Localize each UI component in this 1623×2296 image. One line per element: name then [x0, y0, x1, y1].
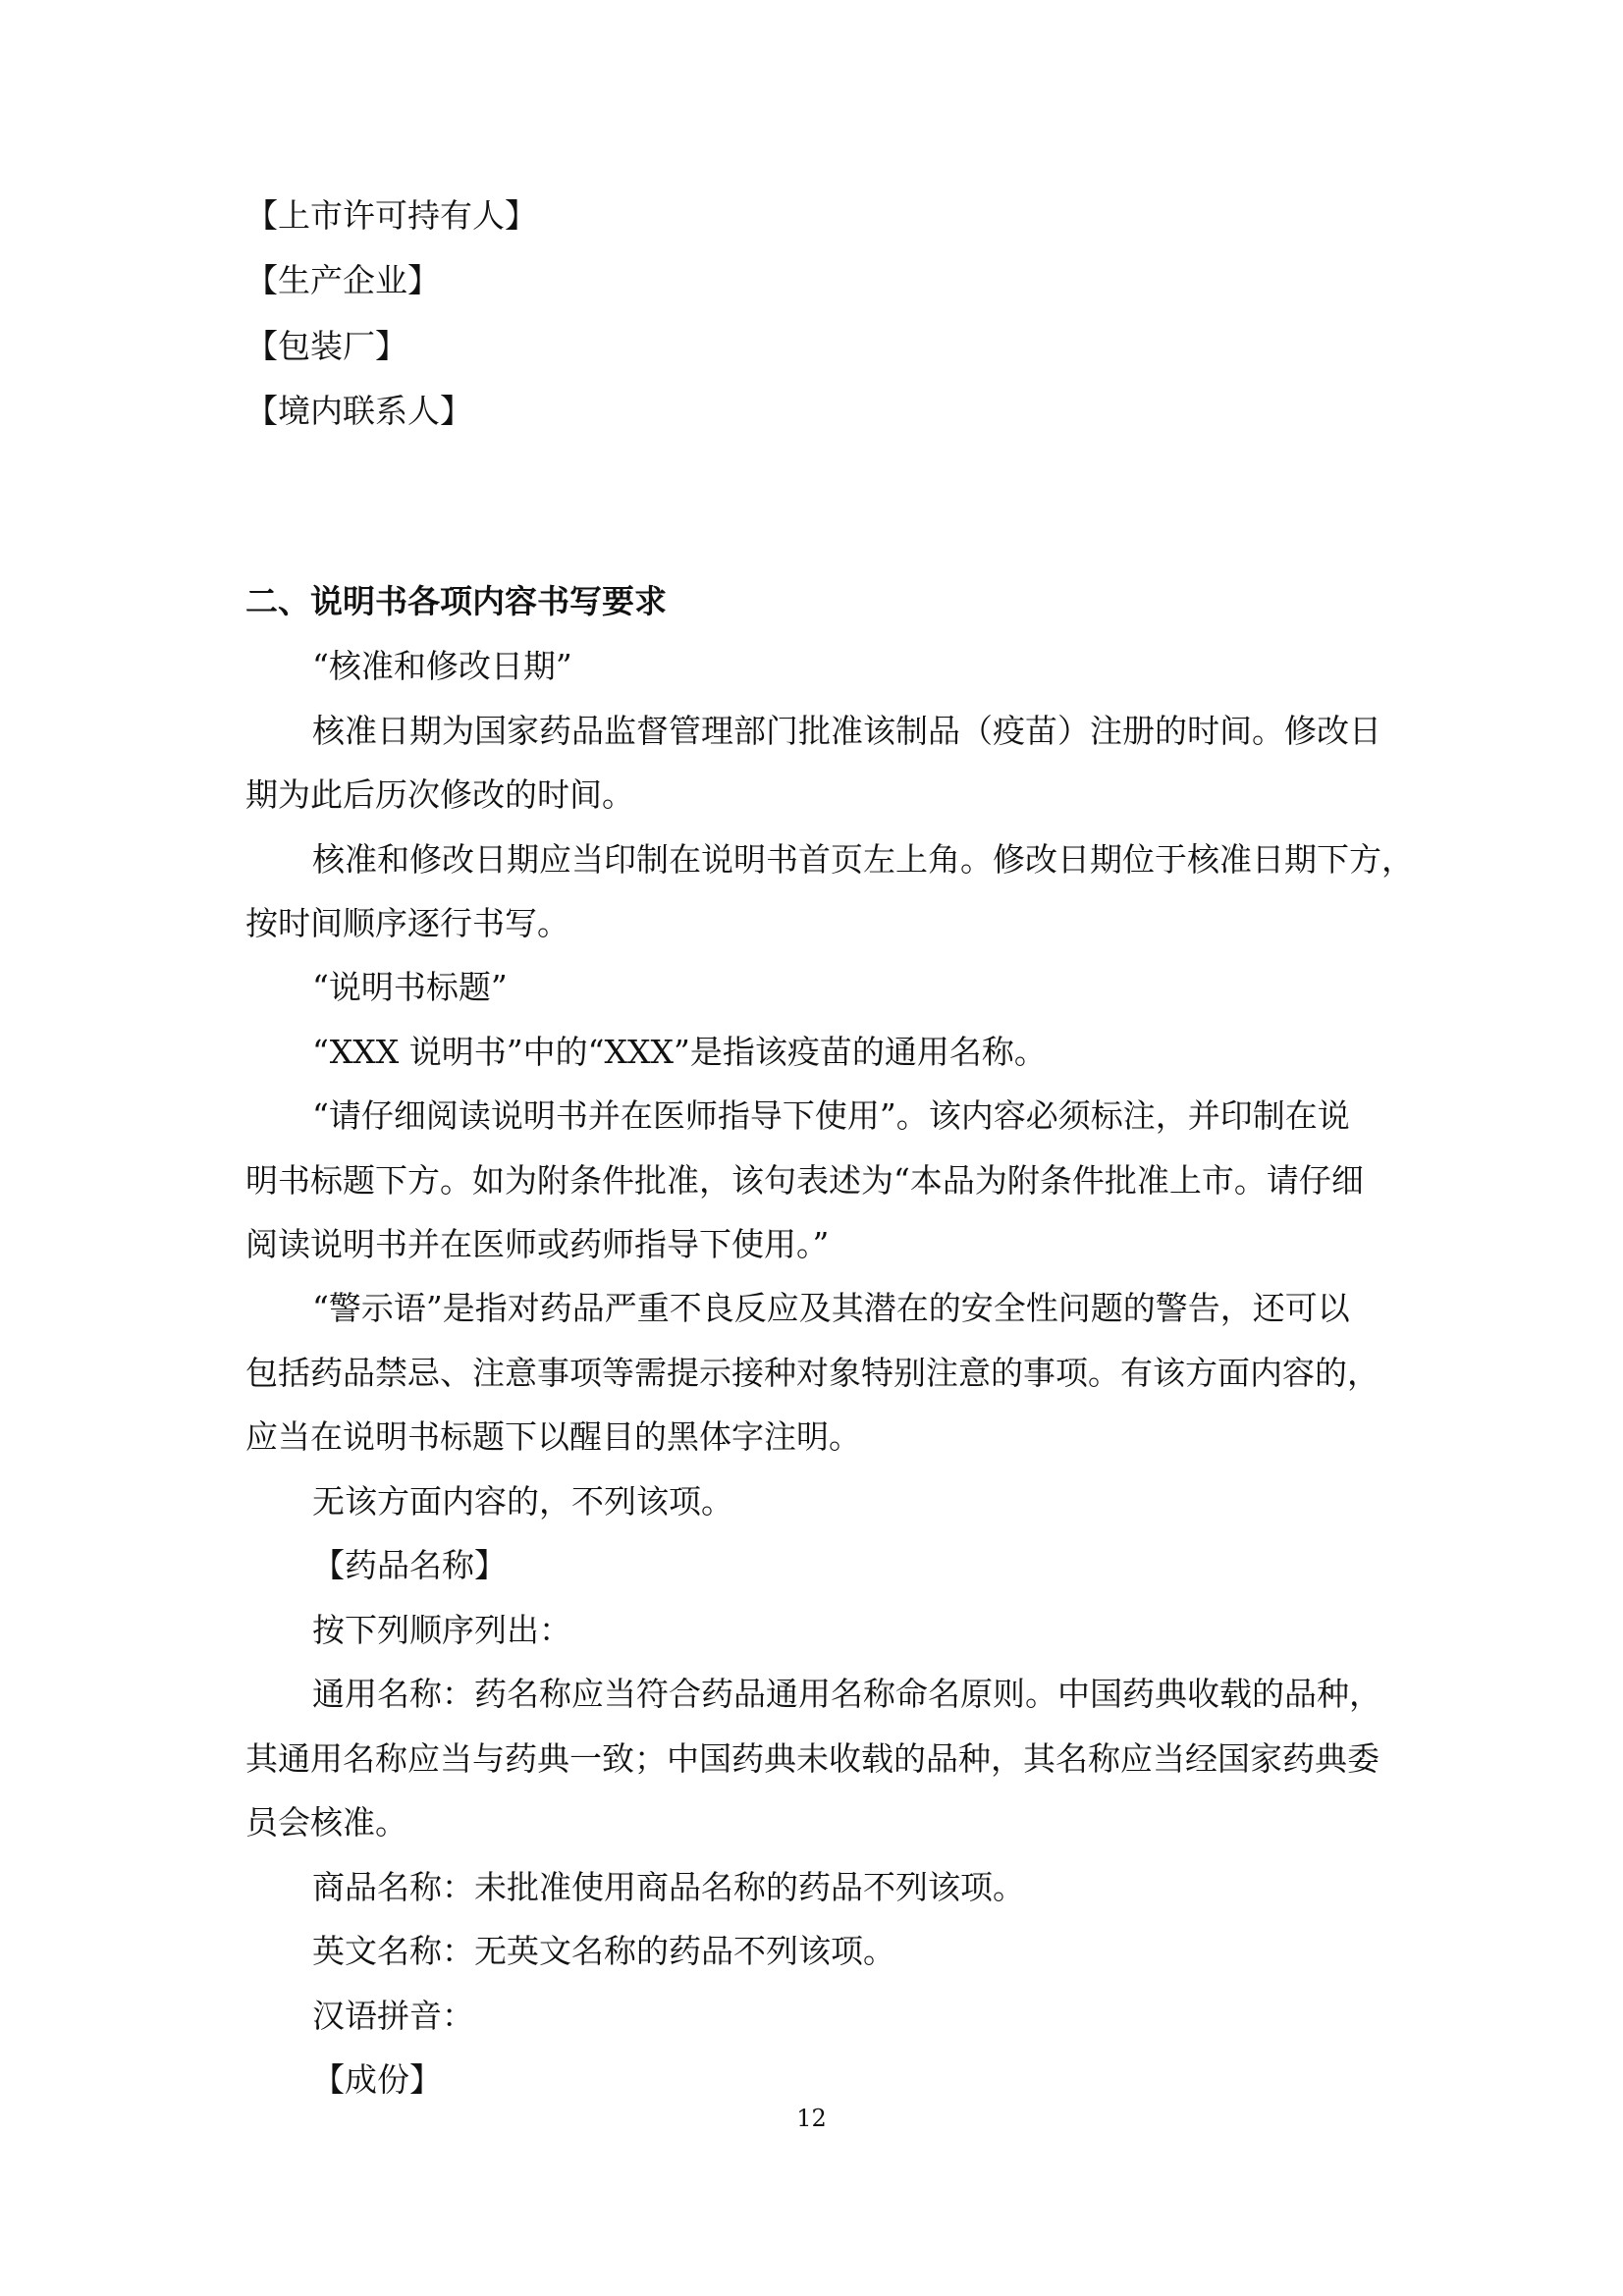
paragraph-line: 明书标题下方。如为附条件批准，该句表述为“本品为附条件批准上市。请仔细 — [245, 1161, 1364, 1200]
paragraph-line: “说明书标题” — [312, 968, 508, 1006]
paragraph-line: 应当在说明书标题下以醒目的黑体字注明。 — [245, 1417, 861, 1456]
paragraph-line: 商品名称：未批准使用商品名称的药品不列该项。 — [312, 1868, 1025, 1906]
paragraph-line: 无该方面内容的，不列该项。 — [312, 1482, 733, 1521]
paragraph-line: 阅读说明书并在医师或药师指导下使用。” — [245, 1225, 830, 1263]
paragraph-line: “请仔细阅读说明书并在医师指导下使用”。该内容必须标注，并印制在说 — [312, 1096, 1350, 1135]
paragraph-line: 按下列顺序列出： — [312, 1611, 571, 1649]
list-item-manufacturer: 【生产企业】 — [245, 261, 440, 299]
paragraph-line: 其通用名称应当与药典一致；中国药典未收载的品种，其名称应当经国家药典委 — [245, 1739, 1380, 1778]
paragraph-line: 期为此后历次修改的时间。 — [245, 775, 634, 814]
list-item-domestic-contact: 【境内联系人】 — [245, 392, 472, 430]
paragraph-line: “核准和修改日期” — [312, 647, 572, 685]
paragraph-line: 英文名称：无英文名称的药品不列该项。 — [312, 1932, 895, 1970]
paragraph-line: 通用名称：药名称应当符合药品通用名称命名原则。中国药典收载的品种， — [312, 1675, 1381, 1713]
page-number: 12 — [796, 2105, 827, 2132]
paragraph-line: “XXX 说明书”中的“XXX”是指该疫苗的通用名称。 — [312, 1033, 1047, 1071]
paragraph-line: 汉语拼音： — [312, 1997, 474, 2035]
paragraph-line: 核准日期为国家药品监督管理部门批准该制品（疫苗）注册的时间。修改日 — [312, 712, 1381, 750]
paragraph-line: 【药品名称】 — [312, 1546, 507, 1584]
paragraph-line: 员会核准。 — [245, 1803, 407, 1842]
list-item-marketing-authorization-holder: 【上市许可持有人】 — [245, 196, 537, 235]
paragraph-line: 包括药品禁忌、注意事项等需提示接种对象特别注意的事项。有该方面内容的， — [245, 1354, 1380, 1392]
paragraph-line: 按时间顺序逐行书写。 — [245, 904, 569, 942]
section-heading: 二、说明书各项内容书写要求 — [245, 582, 667, 620]
paragraph-line: 核准和修改日期应当印制在说明书首页左上角。修改日期位于核准日期下方， — [312, 840, 1414, 879]
list-item-packaging-plant: 【包装厂】 — [245, 327, 407, 365]
paragraph-line: “警示语”是指对药品严重不良反应及其潜在的安全性问题的警告，还可以 — [312, 1289, 1350, 1327]
paragraph-line: 【成份】 — [312, 2060, 442, 2099]
